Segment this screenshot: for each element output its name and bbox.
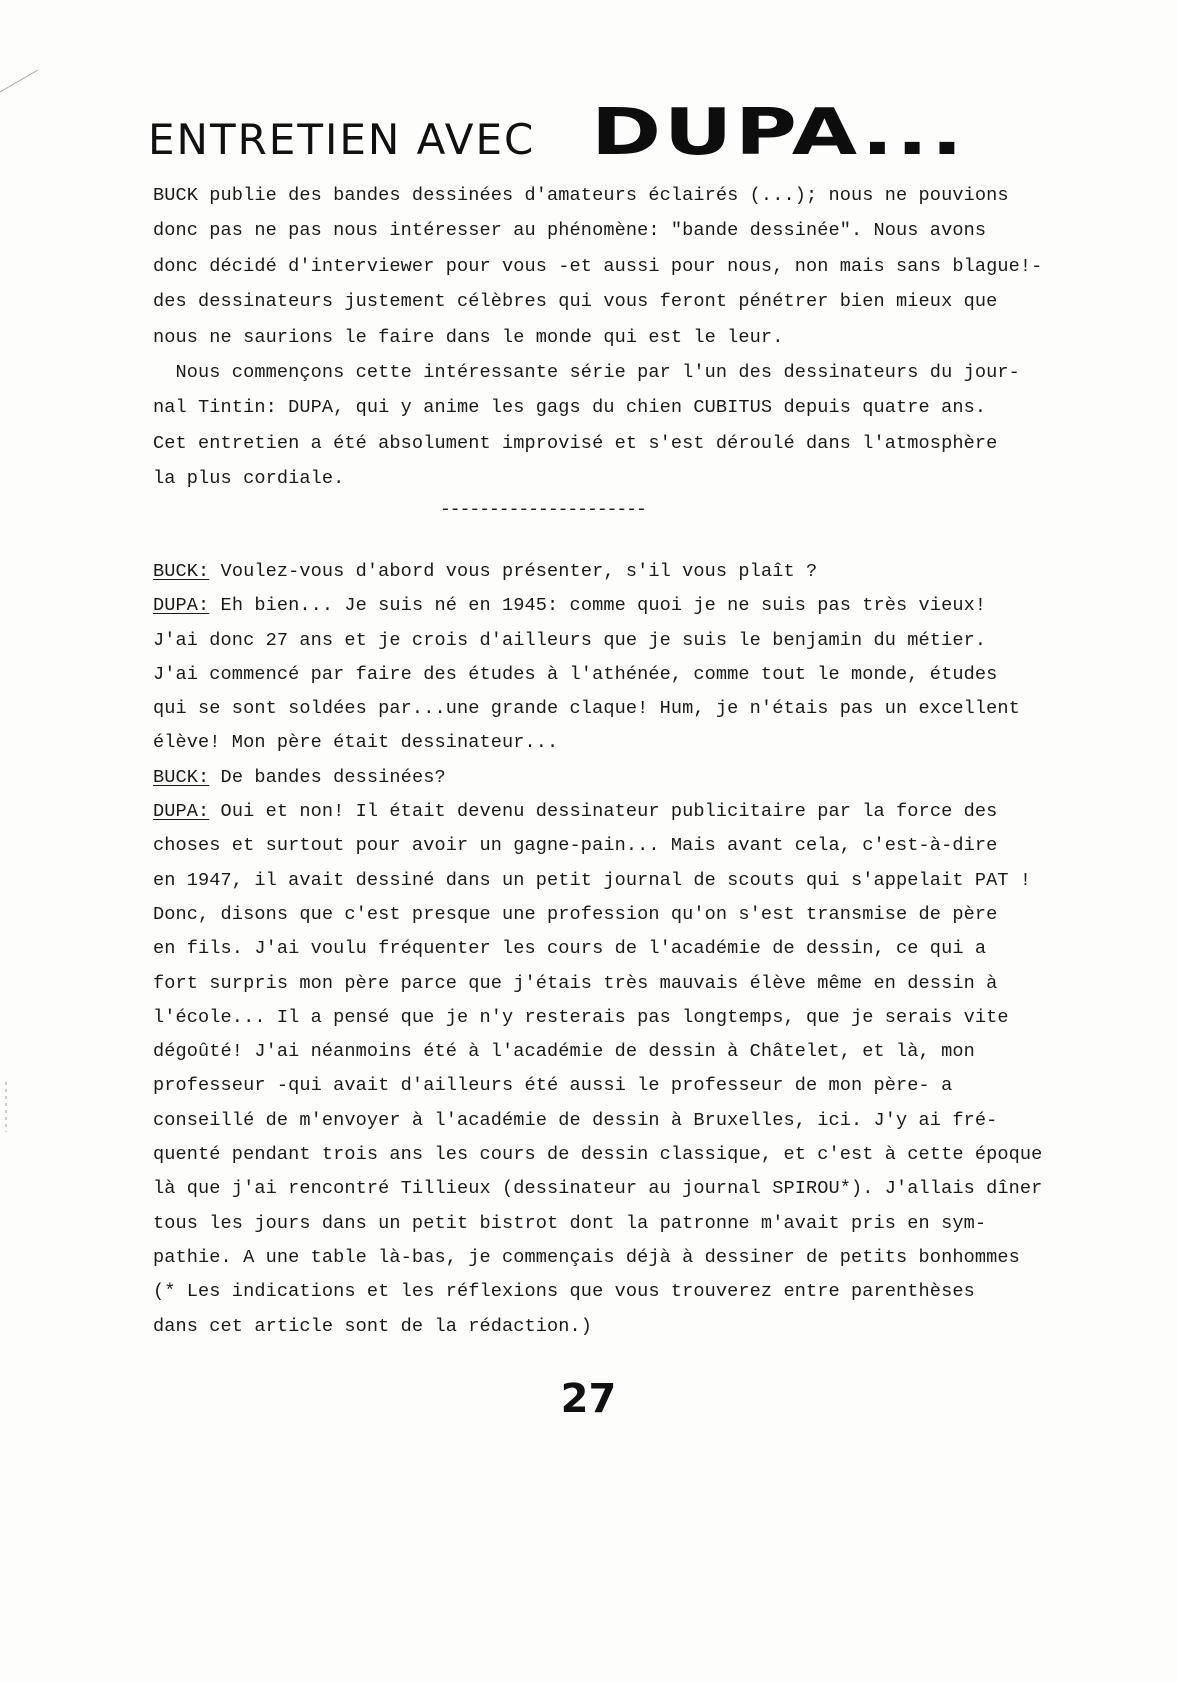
- dialogue-text: J'ai donc 27 ans et je crois d'ailleurs que je suis le benjamin du métier.: [153, 629, 987, 651]
- title-prefix: ENTRETIEN AVEC: [148, 115, 536, 164]
- dialogue-text: choses et surtout pour avoir un gagne-pain... Mais avant cela, c'est-à-dire: [153, 835, 998, 857]
- intro-line: donc pas ne pas nous intéresser au phénomène: "bande dessinée". Nous avons: [153, 220, 987, 242]
- dialogue-text: dégoûté! J'ai néanmoins été à l'académie de dessin à Châtelet, et là, mon: [153, 1041, 975, 1063]
- intro-line: Nous commençons cette intéressante série par l'un des dessinateurs du jour-: [153, 361, 1020, 383]
- dialogue-line: [153, 1241, 1053, 1275]
- dialogue-line: [153, 829, 1053, 863]
- dialogue-text: Eh bien... Je suis né en 1945: comme quoi je ne suis pas très vieux!: [209, 595, 987, 617]
- dialogue-line: [153, 1001, 1053, 1035]
- intro-line: donc décidé d'interviewer pour vous -et aussi pour nous, non mais sans blague!-: [153, 255, 1043, 277]
- intro-line: la plus cordiale.: [153, 468, 345, 490]
- dialogue-text: J'ai commencé par faire des études à l'athénée, comme tout le monde, études: [153, 663, 998, 685]
- dialogue-text: dans cet article sont de la rédaction.): [153, 1315, 593, 1337]
- speaker-label: DUPA:: [153, 595, 210, 617]
- article-title: [148, 96, 1028, 170]
- dialogue-text: Donc, disons que c'est presque une profession qu'on s'est transmise de père: [153, 903, 998, 925]
- dialogue-line: [153, 1138, 1053, 1172]
- dialogue-text: De bandes dessinées?: [209, 766, 446, 788]
- dialogue-text: là que j'ai rencontré Tillieux (dessinateur au journal SPIROU*). J'allais dîner: [153, 1178, 1043, 1200]
- dialogue-line: [153, 1035, 1053, 1069]
- dialogue-text: conseillé de m'envoyer à l'académie de dessin à Bruxelles, ici. J'y ai fré-: [153, 1109, 998, 1131]
- dialogue-text: élève! Mon père était dessinateur...: [153, 732, 559, 754]
- intro-line: des dessinateurs justement célèbres qui vous feront pénétrer bien mieux que: [153, 291, 998, 313]
- dialogue-line: [153, 864, 1053, 898]
- dialogue-line: [153, 967, 1053, 1001]
- dialogue-line: [153, 624, 1053, 658]
- dialogue-line: [153, 1310, 1053, 1344]
- dialogue-text: l'école... Il a pensé que je n'y resterais pas longtemps, que je serais vite: [153, 1006, 1009, 1028]
- dialogue-text: qui se sont soldées par...une grande claque! Hum, je n'étais pas un excellent: [153, 698, 1020, 720]
- dialogue-line: [153, 555, 1053, 589]
- intro-line: nal Tintin: DUPA, qui y anime les gags du chien CUBITUS depuis quatre ans.: [153, 397, 987, 419]
- dialogue-line: [153, 1275, 1053, 1309]
- title-name: DUPA...: [590, 96, 966, 170]
- intro-line: nous ne saurions le faire dans le monde qui est le leur.: [153, 326, 784, 348]
- dialogue-text: professeur -qui avait d'ailleurs été aussi le professeur de mon père- a: [153, 1075, 953, 1097]
- dialogue-text: (* Les indications et les réflexions que vous trouverez entre parenthèses: [153, 1281, 975, 1303]
- dialogue-text: en fils. J'ai voulu fréquenter les cours de l'académie de dessin, ce qui a: [153, 938, 987, 960]
- page-number: 27: [560, 1376, 617, 1422]
- interview-dialogue: [153, 555, 1053, 1344]
- dialogue-text: tous les jours dans un petit bistrot dont la patronne m'avait pris en sym-: [153, 1212, 987, 1234]
- intro-paragraph: [153, 178, 1053, 497]
- dialogue-line: [153, 1104, 1053, 1138]
- dialogue-line: [153, 761, 1053, 795]
- dialogue-line: [153, 898, 1053, 932]
- dialogue-text: Voulez-vous d'abord vous présenter, s'il vous plaît ?: [209, 561, 818, 582]
- speaker-label: BUCK:: [153, 766, 210, 788]
- dialogue-line: [153, 932, 1053, 966]
- dialogue-line: [153, 795, 1053, 829]
- dialogue-line: [153, 692, 1053, 726]
- dialogue-line: [153, 1069, 1053, 1103]
- dialogue-text: Oui et non! Il était devenu dessinateur publicitaire par la force des: [209, 801, 998, 823]
- intro-line: BUCK publie des bandes dessinées d'amateurs éclairés (...); nous ne pouvions: [153, 185, 1009, 206]
- dialogue-line: [153, 1207, 1053, 1241]
- dialogue-line: [153, 1172, 1053, 1206]
- dialogue-line: [153, 726, 1053, 760]
- dialogue-line: [153, 658, 1053, 692]
- dialogue-text: en 1947, il avait dessiné dans un petit journal de scouts qui s'appelait PAT !: [153, 869, 1032, 891]
- speaker-label: DUPA:: [153, 801, 210, 823]
- separator-line: ---------------------: [440, 500, 646, 520]
- dialogue-text: pathie. A une table là-bas, je commençais déjà à dessiner de petits bonhommes: [153, 1246, 1020, 1268]
- intro-line: Cet entretien a été absolument improvisé et s'est déroulé dans l'atmosphère: [153, 432, 998, 454]
- dialogue-line: [153, 589, 1053, 623]
- dialogue-text: quenté pendant trois ans les cours de dessin classique, et c'est à cette époque: [153, 1144, 1043, 1166]
- dialogue-text: fort surpris mon père parce que j'étais très mauvais élève même en dessin à: [153, 972, 998, 994]
- speaker-label: BUCK:: [153, 561, 210, 582]
